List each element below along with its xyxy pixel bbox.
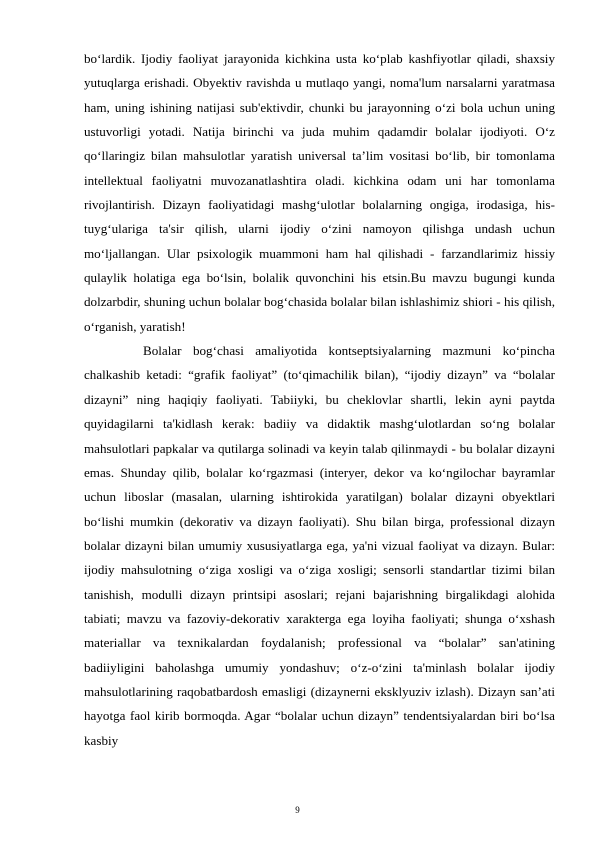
paragraph-1: bo‘lardik. Ijodiy faoliyat jarayonida kichkina usta ko‘plab kashfiyotlar qiladi, shaxsiy yutuqlarga erishadi. Obyektiv ravishda u mutlaqo yangi, noma'lum narsalarni yaratmasa ham, uning ishining natijasi sub'ektivdir, chunki bu jarayonning o‘zi bola uchun uning ustuvorligi yotadi. Natija birinchi va juda muhim qadamdir bolalar ijodiyoti. O‘z qo‘llaringiz bilan mahsulotlar yaratish universal ta’lim vositasi bo‘lib, bir tomonlama intellektual faoliyatni muvozanatlashtira oladi. kichkina odam uni har tomonlama rivojlantirish. Dizayn faoliyatidagi mashg‘ulotlar bolalarning ongiga, irodasiga, his-tuyg‘ulariga ta'sir qilish, ularni ijodiy o‘zini namoyon qilishga undash uchun mo‘ljallangan. Ular psixologik muammoni ham hal qilishadi - farzandlarimiz hissiy qulaylik holatiga ega bo‘lsin, bolalik quvonchini his etsin.Bu mavzu bugungi kunda dolzarbdir, shuning uchun bolalar bog‘chasida bolalar bilan ishlashimiz shiori - his qilish, o‘rganish, yaratish! (84, 51, 555, 334)
page-number: 9 (295, 805, 300, 815)
paragraph-2: Bolalar bog‘chasi amaliyotida kontseptsiyalarning mazmuni ko‘pincha chalkashib ketadi: “grafik faoliyat” (to‘qimachilik bilan), “ijodiy dizayn” va “bolalar dizayni” ning haqiqiy faoliyati. Tabiiyki, bu cheklovlar shartli, lekin ayni paytda quyidagilarni ta'kidlash kerak: badiiy va didaktik mashg‘ulotlardan so‘ng bolalar mahsulotlari papkalar va qutilarga solinadi va keyin talab qilinmaydi - bu bolalar dizayni emas. Shunday qilib, bolalar ko‘rgazmasi (interyer, dekor va ko‘ngilochar bayramlar uchun liboslar (masalan, ularning ishtirokida yaratilgan) bolalar dizayni obyektlari bo‘lishi mumkin (dekorativ va dizayn faoliyati). Shu bilan birga, professional dizayn bolalar dizayni bilan umumiy xususiyatlarga ega, ya'ni vizual faoliyat va dizayn. Bular: ijodiy mahsulotning o‘ziga xosligi va o‘ziga xosligi; sensorli standartlar tizimi bilan tanishish, modulli dizayn printsipi asoslari; rejani bajarishning birgalikdagi alohida tabiati; mavzu va fazoviy-dekorativ xarakterga ega loyiha faoliyati; shunga o‘xshash materiallar va texnikalardan foydalanish; professional va “bolalar” san'atining badiiyligini baholashga umumiy yondashuv; o‘z-o‘zini ta'minlash bolalar ijodiy mahsulotlarining raqobatbardosh emasligi (dizaynerni eksklyuziv izlash). Dizayn san’ati hayotga faol kirib bormoqda. Agar “bolalar uchun dizayn” tendentsiyalardan biri bo‘lsa kasbiy (84, 343, 555, 748)
document-body (84, 47, 555, 753)
